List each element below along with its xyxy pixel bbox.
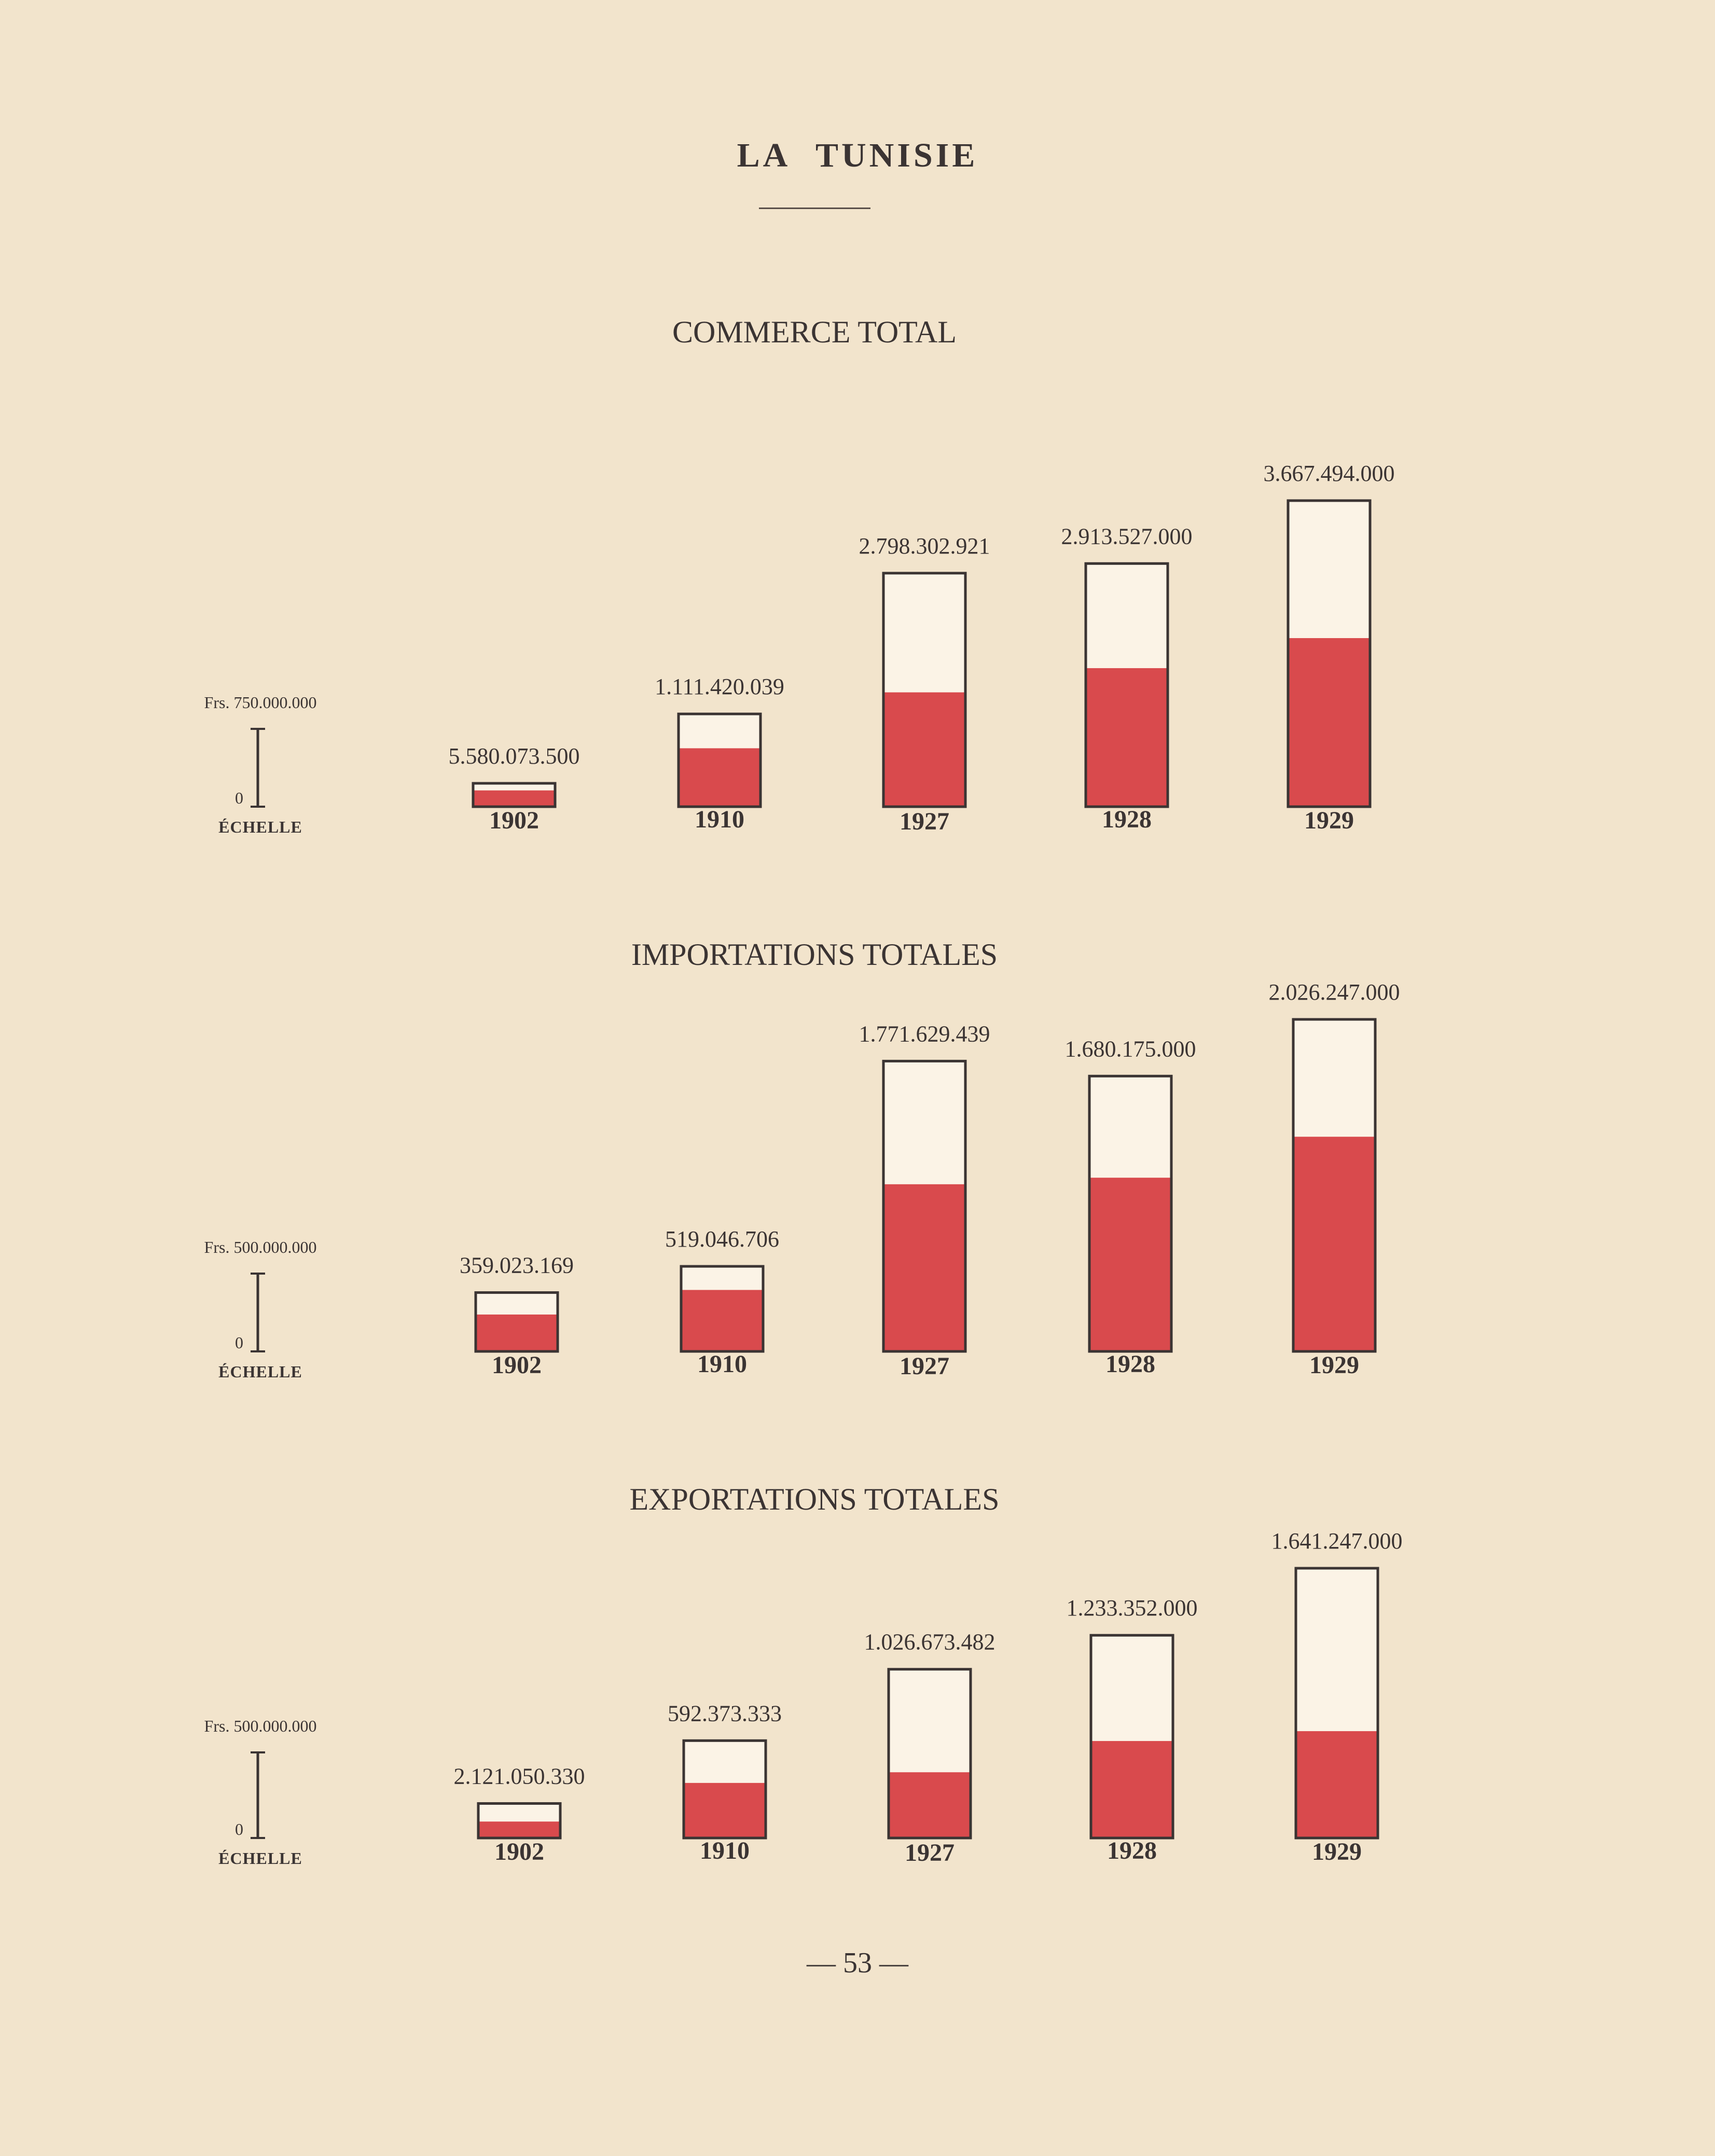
bar-group-1927 — [859, 1021, 990, 1380]
bar-fill — [1296, 1731, 1378, 1838]
bar-group-1902 — [460, 1253, 574, 1379]
value-label: 1.641.247.000 — [1271, 1528, 1403, 1554]
bar-group-1929 — [1269, 979, 1400, 1379]
value-label: 519.046.706 — [665, 1226, 779, 1252]
bar-fill — [473, 791, 555, 807]
title-rule — [759, 208, 870, 209]
bar-fill — [889, 1772, 971, 1838]
scale-label: Frs. 500.000.000 — [204, 1238, 317, 1256]
bar-fill — [681, 1290, 763, 1351]
chart-title: IMPORTATIONS TOTALES — [631, 937, 998, 972]
chart-exportations-totales — [0, 1463, 1715, 1888]
bar-group-1902 — [449, 743, 580, 834]
year-label: 1928 — [1105, 1350, 1155, 1378]
value-label: 2.913.527.000 — [1061, 523, 1193, 549]
year-label: 1910 — [695, 806, 744, 833]
scale-zero: 0 — [235, 789, 243, 807]
bar-group-1928 — [1061, 523, 1193, 833]
value-label: 1.771.629.439 — [859, 1021, 990, 1047]
year-label: 1928 — [1102, 806, 1152, 833]
bar-group-1910 — [655, 674, 784, 833]
year-label: 1910 — [700, 1837, 750, 1864]
chart-title: EXPORTATIONS TOTALES — [629, 1482, 1000, 1516]
year-label: 1928 — [1107, 1837, 1157, 1864]
bar-group-1902 — [454, 1763, 585, 1865]
year-label: 1902 — [494, 1838, 544, 1865]
year-label: 1927 — [900, 1352, 949, 1380]
bar-fill — [679, 748, 760, 807]
year-label: 1927 — [905, 1839, 955, 1867]
bar-fill — [476, 1315, 558, 1351]
year-label: 1929 — [1304, 807, 1354, 834]
value-label: 592.373.333 — [668, 1701, 782, 1726]
bar-fill — [1288, 638, 1370, 807]
page-title: LA TUNISIE — [737, 136, 978, 174]
bar-group-1928 — [1067, 1595, 1198, 1864]
value-label: 1.680.175.000 — [1064, 1036, 1196, 1062]
bar-fill — [883, 1184, 965, 1351]
year-label: 1929 — [1309, 1351, 1359, 1379]
bar-fill — [684, 1783, 766, 1838]
value-label: 2.026.247.000 — [1268, 979, 1400, 1005]
scale-caption: ÉCHELLE — [218, 1362, 302, 1381]
value-label: 3.667.494.000 — [1263, 461, 1395, 486]
bar-group-1929 — [1264, 461, 1395, 834]
bar-fill — [1086, 668, 1168, 807]
value-label: 359.023.169 — [460, 1252, 574, 1278]
bar-group-1927 — [864, 1629, 995, 1867]
value-label: 1.111.420.039 — [655, 674, 784, 700]
bar-group-1928 — [1065, 1036, 1196, 1378]
bar-group-1927 — [859, 533, 990, 835]
value-label: 2.121.050.330 — [453, 1763, 585, 1789]
bar-fill — [1091, 1741, 1173, 1838]
scale-zero: 0 — [235, 1820, 243, 1839]
value-label: 1.233.352.000 — [1066, 1595, 1198, 1621]
scale-label: Frs. 750.000.000 — [204, 693, 317, 712]
value-label: 1.026.673.482 — [864, 1629, 995, 1655]
bar-group-1929 — [1271, 1528, 1403, 1865]
bar-fill — [1293, 1137, 1375, 1351]
scale-label: Frs. 500.000.000 — [204, 1717, 317, 1735]
year-label: 1902 — [492, 1351, 542, 1379]
chart-commerce-total — [0, 291, 1715, 861]
bar-fill — [1089, 1178, 1171, 1351]
chart-importations-totales — [0, 913, 1715, 1390]
bar-group-1910 — [668, 1701, 782, 1864]
bar-fill — [883, 693, 965, 807]
year-label: 1910 — [697, 1350, 747, 1378]
year-label: 1902 — [489, 807, 539, 834]
bar-group-1910 — [665, 1226, 779, 1378]
bar-fill — [478, 1821, 560, 1838]
value-label: 2.798.302.921 — [859, 533, 990, 559]
year-label: 1927 — [900, 808, 949, 835]
page-number: — 53 — — [807, 1947, 908, 1979]
scale-caption: ÉCHELLE — [218, 818, 302, 836]
scale-caption: ÉCHELLE — [218, 1849, 302, 1868]
year-label: 1929 — [1312, 1838, 1362, 1865]
chart-title: COMMERCE TOTAL — [672, 315, 957, 349]
value-label: 5.580.073.500 — [448, 743, 580, 769]
scale-zero: 0 — [235, 1333, 243, 1352]
